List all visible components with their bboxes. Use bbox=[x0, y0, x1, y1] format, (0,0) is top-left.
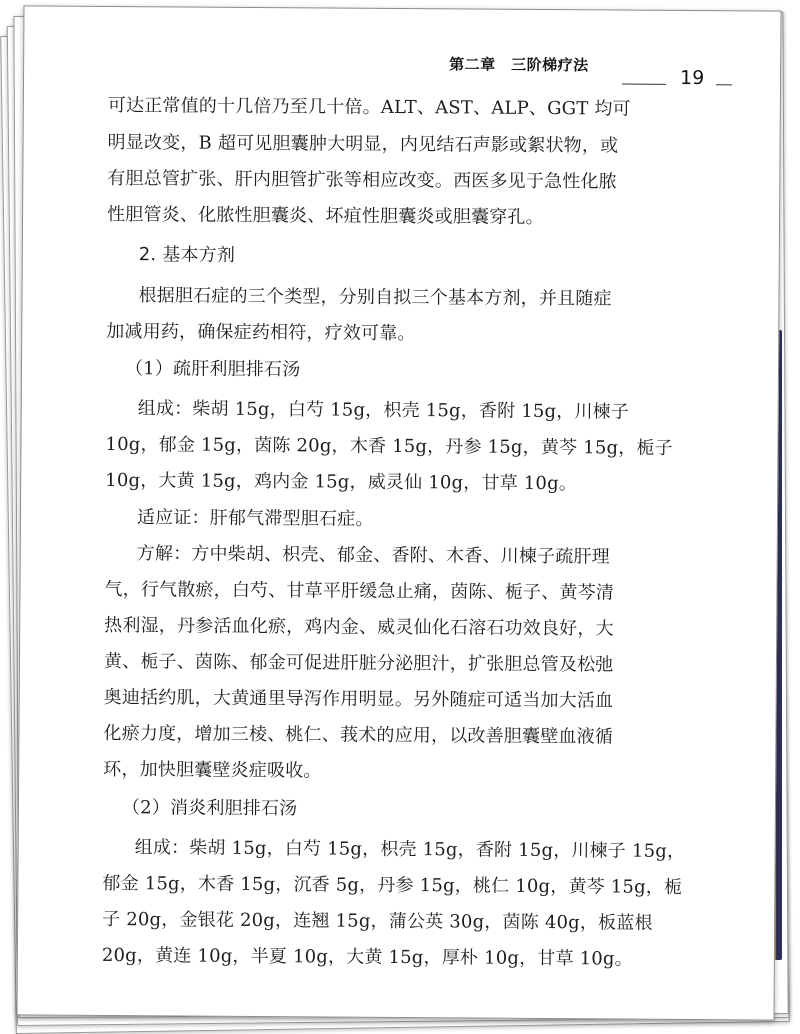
text-line: 可达正常值的十几倍乃至几十倍。ALT、AST、ALP、GGT 均可 bbox=[107, 94, 631, 120]
text-line: 明显改变，B 超可见胆囊肿大明显，内见结石声影或絮状物，或 bbox=[107, 131, 619, 157]
chapter-title: 第二章 三阶梯疗法 bbox=[449, 55, 589, 75]
body-text bbox=[17, 6, 780, 1019]
text-line: 热利湿，丹参活血化瘀，鸡内金、威灵仙化石溶石功效良好，大 bbox=[104, 614, 614, 640]
text-line: 郁金 15g，木香 15g，沉香 5g，丹参 15g，桃仁 10g，黄芩 15g，栀 bbox=[102, 872, 683, 898]
text-line: 子 20g，金银花 20g，连翘 15g，蒲公英 30g，茵陈 40g，板蓝根 bbox=[102, 908, 653, 934]
text-line: 气，行气散瘀，白芍、甘草平肝缓急止痛，茵陈、栀子、黄芩清 bbox=[104, 578, 615, 604]
text-line: 奥迪括约肌，大黄通里导泻作用明显。另外随症可适当加大活血 bbox=[103, 686, 614, 712]
text-line: 化瘀力度，增加三棱、桃仁、莪术的应用，以改善胆囊壁血液循 bbox=[103, 722, 614, 748]
subsection-heading: （1）疏肝利胆排石汤 bbox=[124, 358, 301, 381]
text-line: 组成：柴胡 15g，白芍 15g，枳壳 15g，香附 15g，川楝子 bbox=[137, 398, 630, 423]
text-line: 方解：方中柴胡、枳壳、郁金、香附、木香、川楝子疏肝理 bbox=[136, 543, 610, 568]
text-line: 10g，郁金 15g，茵陈 20g，木香 15g，丹参 15g，黄芩 15g，栀子 bbox=[105, 433, 673, 459]
page-number: 19 bbox=[679, 66, 705, 90]
text-line: 性胆管炎、化脓性胆囊炎、坏疽性胆囊炎或胆囊穿孔。 bbox=[107, 203, 544, 229]
text-line: 10g，大黄 15g，鸡内金 15g，威灵仙 10g，甘草 10g。 bbox=[105, 469, 578, 495]
text-line: 加减用药，确保症药相符，疗效可靠。 bbox=[106, 320, 416, 345]
text-line: 环，加快胆囊壁炎症吸收。 bbox=[103, 758, 322, 782]
section-heading: 2. 基本方剂 bbox=[138, 244, 236, 266]
text-line: 20g，黄连 10g，半夏 10g，大黄 15g，厚朴 10g，甘草 10g。 bbox=[101, 944, 633, 970]
text-line: 有胆总管扩张、肝内胆管扩张等相应改变。西医多见于急性化脓 bbox=[107, 167, 617, 193]
book-page bbox=[16, 5, 781, 1020]
subsection-heading: （2）消炎利胆排石汤 bbox=[121, 797, 298, 820]
text-line: 适应证：肝郁气滞型胆石症。 bbox=[136, 507, 374, 530]
text-line: 黄、栀子、茵陈、郁金可促进肝脏分泌胆汁，扩张胆总管及松弛 bbox=[103, 650, 614, 676]
text-line: 组成：柴胡 15g，白芍 15g，枳壳 15g，香附 15g，川楝子 15g， bbox=[134, 837, 686, 863]
text-line: 根据胆石症的三个类型，分别自拟三个基本方剂，并且随症 bbox=[138, 285, 612, 310]
